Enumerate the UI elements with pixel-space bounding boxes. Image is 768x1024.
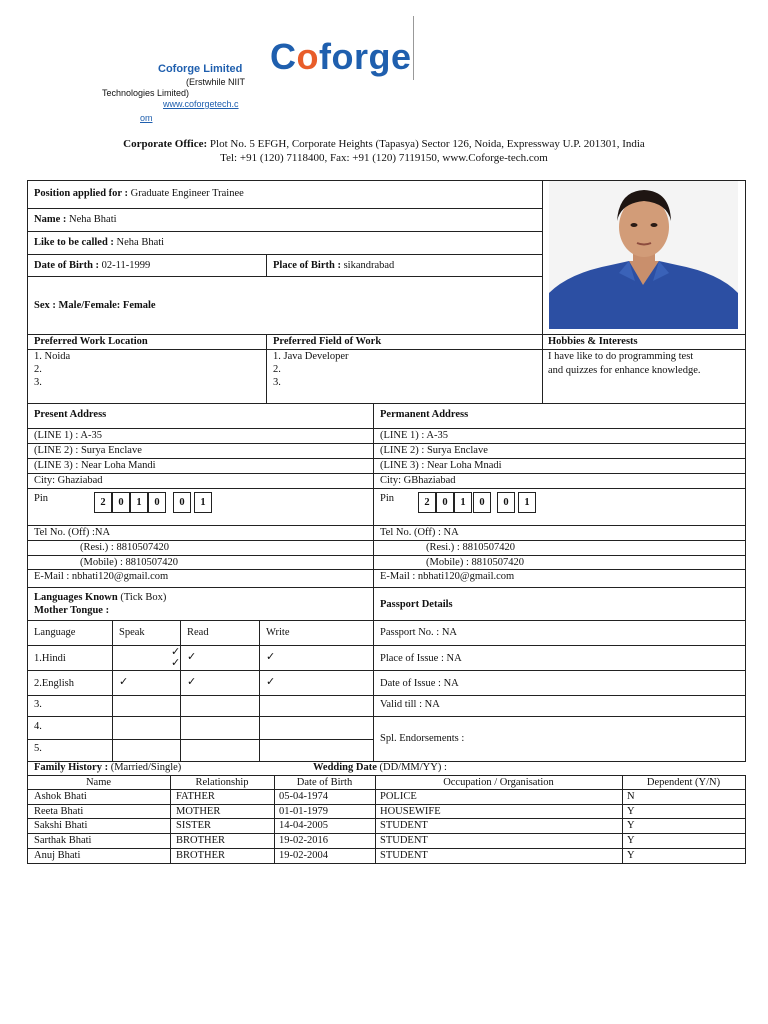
hobbies-line-2: and quizzes for enhance knowledge. [548,365,701,376]
preferred-name-field: Like to be called : Neha Bhati [34,237,165,248]
family-member-name: Reeta Bhati [34,806,84,817]
place-of-birth-field: Place of Birth : sikandrabad [273,260,395,271]
family-member-occupation: HOUSEWIFE [380,806,441,817]
present-address-line3: (LINE 3) : Near Loha Mandi [34,460,156,471]
family-col-relationship: Relationship [195,777,249,788]
coforge-logo: Coforge [270,36,412,77]
corporate-office-contact: Tel: +91 (120) 7118400, Fax: +91 (120) 7119150, www.Coforge-tech.com [220,152,548,164]
pin-digit: 1 [194,492,212,513]
passport-date-of-issue: Date of Issue : NA [380,678,459,689]
present-address-line1: (LINE 1) : A-35 [34,430,102,441]
sex-field: Sex : Male/Female: Female [34,300,156,311]
family-member-dob: 01-01-1979 [279,806,328,817]
pin-digit: 2 [94,492,112,513]
permanent-tel-mobile: (Mobile) : 8810507420 [426,557,524,568]
present-email: E-Mail : nbhati120@gmail.com [34,571,169,582]
permanent-email: E-Mail : nbhati120@gmail.com [380,571,515,582]
permanent-tel-residence: (Resi.) : 8810507420 [426,542,515,553]
permanent-address-city: City: GBhaziabad [380,475,456,486]
family-member-occupation: STUDENT [380,820,428,831]
permanent-address-line2: (LINE 2) : Surya Enclave [380,445,488,456]
permanent-address-heading: Permanent Address [380,409,469,420]
company-subtitle-1: (Erstwhile NIIT [186,77,246,87]
lang-row-5: 5. [34,743,42,754]
present-address-city: City: Ghaziabad [34,475,103,486]
family-member-dependent: Y [627,806,635,817]
english-speak-check-icon[interactable]: ✓ [119,676,129,688]
family-member-occupation: POLICE [380,791,417,802]
family-col-name: Name [85,777,112,788]
family-member-dependent: N [627,791,635,802]
family-member-dependent: Y [627,820,635,831]
name-field: Name : Neha Bhati [34,214,117,225]
family-member-relationship: FATHER [176,791,215,802]
passport-place-of-issue: Place of Issue : NA [380,653,462,664]
lang-col-read: Read [187,627,209,638]
permanent-tel-office: Tel No. (Off) : NA [380,527,459,538]
present-tel-office: Tel No. (Off) :NA [34,527,111,538]
hobbies-line-1: I have like to do programming test [548,351,694,362]
field-of-work-heading: Preferred Field of Work [273,336,382,347]
logo-divider [413,16,414,80]
family-member-dob: 05-04-1974 [279,791,328,802]
person-photo-icon [549,181,738,329]
present-address-heading: Present Address [34,409,107,420]
field-of-work-1: 1. Java Developer [273,351,349,362]
family-member-relationship: BROTHER [176,835,226,846]
family-member-name: Anuj Bhati [34,850,81,861]
pin-digit: 1 [518,492,536,513]
permanent-address-line3: (LINE 3) : Near Loha Mnadi [380,460,502,471]
lang-col-speak: Speak [119,627,145,638]
wedding-date-label: Wedding Date (DD/MM/YY) : [313,762,447,773]
pin-digit: 1 [454,492,472,513]
family-member-relationship: BROTHER [176,850,226,861]
field-of-work-3: 3. [273,377,281,388]
work-location-3: 3. [34,377,42,388]
pin-digit: 0 [173,492,191,513]
family-col-occupation: Occupation / Organisation [443,777,554,788]
field-of-work-2: 2. [273,364,281,375]
family-member-name: Sarthak Bhati [34,835,92,846]
family-member-relationship: SISTER [176,820,212,831]
languages-heading: Languages Known (Tick Box) [34,592,167,603]
family-member-dependent: Y [627,850,635,861]
company-subtitle-2: Technologies Limited) [102,88,190,98]
family-col-dependent: Dependent (Y/N) [646,777,721,788]
family-member-occupation: STUDENT [380,850,428,861]
hindi-speak-check-icon[interactable]: ✓ [171,657,181,669]
work-location-1: 1. Noida [34,351,71,362]
hobbies-heading: Hobbies & Interests [548,336,638,347]
hindi-read-check-icon[interactable]: ✓ [187,651,197,663]
permanent-address-line1: (LINE 1) : A-35 [380,430,448,441]
present-pin-label: Pin [34,493,49,504]
permanent-pin-label: Pin [380,493,395,504]
family-member-name: Sakshi Bhati [34,820,88,831]
family-member-occupation: STUDENT [380,835,428,846]
passport-heading: Passport Details [380,599,453,610]
family-col-dob: Date of Birth [296,777,353,788]
pin-digit: 2 [418,492,436,513]
english-read-check-icon[interactable]: ✓ [187,676,197,688]
present-tel-mobile: (Mobile) : 8810507420 [80,557,178,568]
lang-col-language: Language [34,627,76,638]
mother-tongue-label: Mother Tongue : [34,605,110,616]
pin-digit: 0 [112,492,130,513]
pin-digit: 0 [473,492,491,513]
lang-row-english: 2.English [34,678,74,689]
company-website-link[interactable]: www.coforgetech.c [163,99,239,109]
work-location-2: 2. [34,364,42,375]
work-location-heading: Preferred Work Location [34,336,148,347]
pin-digit: 1 [130,492,148,513]
present-tel-residence: (Resi.) : 8810507420 [80,542,169,553]
family-history-label: Family History : (Married/Single) [34,762,182,773]
lang-row-3: 3. [34,699,42,710]
hindi-write-check-icon[interactable]: ✓ [266,651,276,663]
family-member-dob: 19-02-2016 [279,835,328,846]
pin-digit: 0 [436,492,454,513]
lang-row-hindi: 1.Hindi [34,653,66,664]
pin-digit: 0 [148,492,166,513]
pin-digit: 0 [497,492,515,513]
company-website-link-cont[interactable]: om [140,113,153,123]
lang-col-write: Write [266,627,290,638]
hindi-speak-check-icon[interactable]: ✓ [171,646,181,658]
date-of-birth-field: Date of Birth : 02-11-1999 [34,260,151,271]
english-write-check-icon[interactable]: ✓ [266,676,276,688]
family-member-dob: 14-04-2005 [279,820,328,831]
lang-row-4: 4. [34,721,42,732]
family-member-relationship: MOTHER [176,806,221,817]
corporate-office-address: Corporate Office: Plot No. 5 EFGH, Corporate Heights (Tapasya) Sector 126, Noida, Expressway U.P. 201301, India [123,138,645,150]
position-applied-field: Position applied for : Graduate Engineer Trainee [34,188,244,199]
present-address-line2: (LINE 2) : Surya Enclave [34,445,142,456]
applicant-photo [549,181,738,329]
family-member-dependent: Y [627,835,635,846]
company-name: Coforge Limited [158,63,243,75]
passport-valid-till: Valid till : NA [380,699,440,710]
family-member-dob: 19-02-2004 [279,850,328,861]
family-member-name: Ashok Bhati [34,791,87,802]
passport-endorsements: Spl. Endorsements : [380,733,465,744]
passport-number: Passport No. : NA [380,627,458,638]
